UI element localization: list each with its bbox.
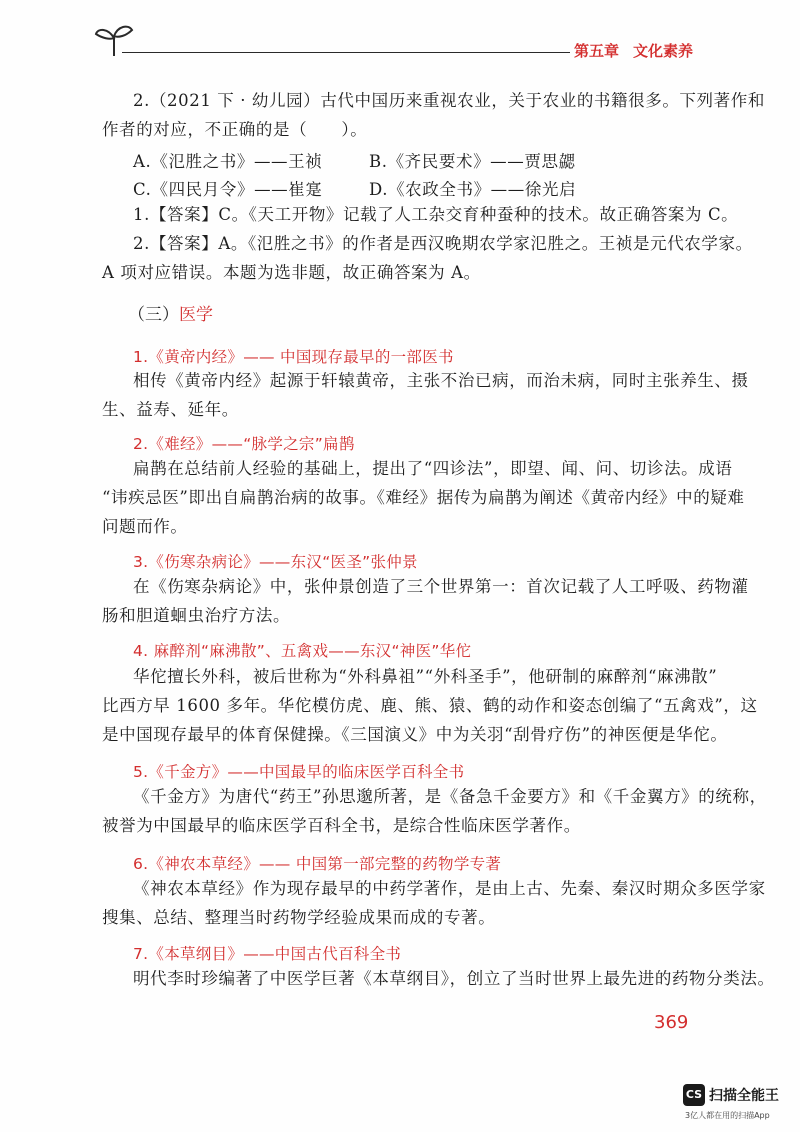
answer-2-line-2: A 项对应错误。本题为选非题，故正确答案为 A。 [102, 263, 481, 282]
item-7-line-1: 明代李时珍编著了中医学巨著《本草纲目》，创立了当时世界上最先进的药物分类法。 [133, 969, 775, 988]
item-heading-6: 6.《神农本草经》—— 中国第一部完整的药物学专著 [133, 855, 502, 873]
chapter-number: 第五章 [574, 42, 620, 60]
item-3-line-1: 在《伤寒杂病论》中，张仲景创造了三个世界第一：首次记载了人工呼吸、药物灌 [133, 577, 749, 596]
answer-1: 1.【答案】C。《天工开物》记载了人工杂交育种蚕种的技术。故正确答案为 C。 [133, 205, 739, 224]
scanner-watermark [683, 1084, 793, 1124]
camscanner-logo-icon: CS [683, 1084, 705, 1106]
option-d: D.《农政全书》——徐光启 [369, 180, 577, 199]
section-number: （三） [128, 305, 179, 325]
option-a: A.《氾胜之书》——王祯 [133, 152, 323, 171]
item-heading-1: 1.《黄帝内经》—— 中国现存最早的一部医书 [133, 348, 454, 366]
item-2-line-2: “讳疾忌医”即出自扁鹊治病的故事。《难经》据传为扁鹊为阐述《黄帝内经》中的疑难 [102, 488, 745, 507]
item-4-line-1: 华佗擅长外科，被后世称为“外科鼻祖”“外科圣手”，他研制的麻醉剂“麻沸散” [133, 667, 718, 686]
item-1-line-1: 相传《黄帝内经》起源于轩辕黄帝，主张不治已病，而治未病，同时主张养生、摄 [133, 371, 749, 390]
section-title: 医学 [179, 305, 213, 325]
section-heading [128, 300, 213, 325]
item-3-line-2: 肠和胆道蛔虫治疗方法。 [102, 606, 291, 625]
option-c: C.《四民月令》——崔寔 [133, 180, 323, 199]
answer-2-line-1: 2.【答案】A。《氾胜之书》的作者是西汉晚期农学家氾胜之。王祯是元代农学家。 [133, 234, 753, 253]
item-heading-3: 3.《伤寒杂病论》——东汉“医圣”张仲景 [133, 553, 418, 571]
item-heading-7: 7.《本草纲目》——中国古代百科全书 [133, 945, 402, 963]
item-1-line-2: 生、益寿、延年。 [102, 400, 239, 419]
item-6-line-1: 《神农本草经》作为现存最早的中药学著作，是由上古、先秦、秦汉时期众多医学家 [133, 879, 766, 898]
item-5-line-1: 《千金方》为唐代“药王”孙思邈所著，是《备急千金要方》和《千金翼方》的统称， [133, 787, 767, 806]
item-2-line-3: 问题而作。 [102, 517, 188, 536]
page-number: 369 [654, 1012, 689, 1033]
chapter-title: 文化素养 [633, 42, 694, 60]
item-5-line-2: 被誉为中国最早的临床医学百科全书，是综合性临床医学著作。 [102, 816, 581, 835]
item-heading-2: 2.《难经》——“脉学之宗”扁鹊 [133, 435, 355, 453]
question-stem-line-2: 作者的对应，不正确的是（ ）。 [102, 120, 368, 139]
header-divider [122, 52, 570, 53]
item-2-line-1: 扁鹊在总结前人经验的基础上，提出了“四诊法”，即望、闻、问、切诊法。成语 [133, 459, 733, 478]
option-b: B.《齐民要术》——贾思勰 [369, 152, 576, 171]
item-heading-4: 4. 麻醉剂“麻沸散”、五禽戏——东汉“神医”华佗 [133, 642, 472, 660]
question-stem-line-1: 2.（2021 下 · 幼儿园）古代中国历来重视农业，关于农业的书籍很多。下列著作和 [133, 91, 765, 110]
item-heading-5: 5.《千金方》——中国最早的临床医学百科全书 [133, 763, 465, 781]
watermark-tagline: 3亿人都在用的扫描App [685, 1111, 770, 1120]
watermark-name: 扫描全能王 [709, 1088, 779, 1104]
item-6-line-2: 搜集、总结、整理当时药物学经验成果而成的专著。 [102, 908, 496, 927]
item-4-line-2: 比西方早 1600 多年。华佗模仿虎、鹿、熊、猿、鹤的动作和姿态创编了“五禽戏”，这 [102, 696, 758, 715]
chapter-header [574, 40, 707, 61]
item-4-line-3: 是中国现存最早的体育保健操。《三国演义》中为关羽“刮骨疗伤”的神医便是华佗。 [102, 725, 728, 744]
